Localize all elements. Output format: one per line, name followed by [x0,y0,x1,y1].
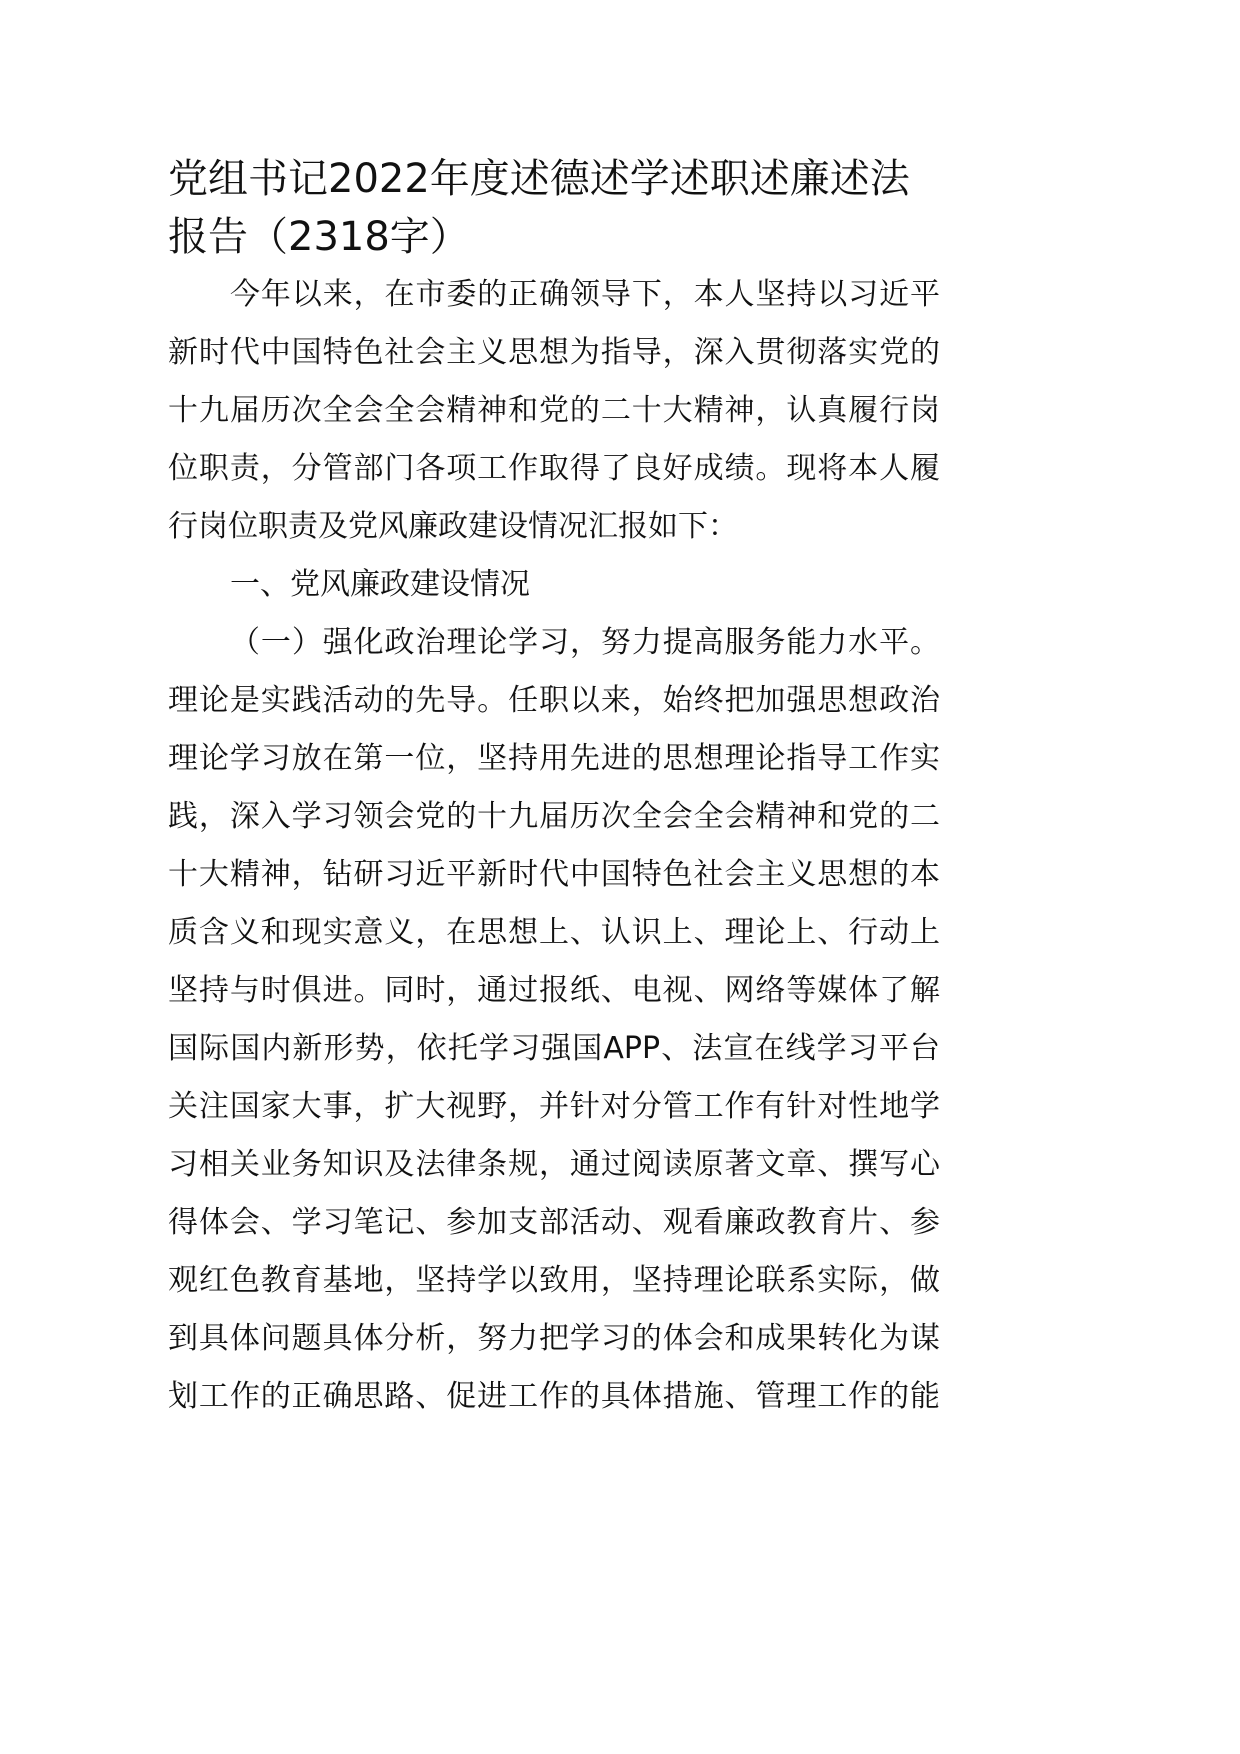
text-line: 到具体问题具体分析，努力把学习的体会和成果转化为谋 [168,1321,940,1356]
text-line: 位职责，分管部门各项工作取得了良好成绩。现将本人履 [168,451,940,486]
text-line: 得体会、学习笔记、参加支部活动、观看廉政教育片、参 [168,1205,940,1240]
text-line: （一）强化政治理论学习，努力提高服务能力水平。 [230,625,940,660]
text-line: 观红色教育基地，坚持学以致用，坚持理论联系实际，做 [168,1263,940,1298]
text-line: 习相关业务知识及法律条规，通过阅读原著文章、撰写心 [168,1147,940,1182]
section-heading [168,556,940,614]
document-page [168,150,940,1426]
text-line: 践，深入学习领会党的十九届历次全会全会精神和党的二 [168,799,940,834]
title-line: 报告（2318字） [168,214,470,260]
text-line: 行岗位职责及党风廉政建设情况汇报如下： [168,509,738,544]
text-line: 坚持与时俱进。同时，通过报纸、电视、网络等媒体了解 [168,973,940,1008]
document-title [168,150,940,266]
title-line: 党组书记2022年度述德述学述职述廉述法 [168,156,910,202]
text-line: 新时代中国特色社会主义思想为指导，深入贯彻落实党的 [168,335,940,370]
text-line: 质含义和现实意义，在思想上、认识上、理论上、行动上 [168,915,940,950]
text-line: 划工作的正确思路、促进工作的具体措施、管理工作的能 [168,1379,940,1414]
text-line: 理论学习放在第一位，坚持用先进的思想理论指导工作实 [168,741,940,776]
text-line: 十大精神，钻研习近平新时代中国特色社会主义思想的本 [168,857,940,892]
text-line: 国际国内新形势，依托学习强国APP、法宣在线学习平台 [168,1031,940,1066]
paragraph-intro [168,266,940,556]
text-line: 理论是实践活动的先导。任职以来，始终把加强思想政治 [168,683,940,718]
text-line: 关注国家大事，扩大视野，并针对分管工作有针对性地学 [168,1089,940,1124]
text-line: 今年以来，在市委的正确领导下，本人坚持以习近平 [230,277,940,312]
text-line: 十九届历次全会全会精神和党的二十大精神，认真履行岗 [168,393,940,428]
heading-line: 一、党风廉政建设情况 [230,567,530,602]
paragraph-study [168,614,940,1426]
